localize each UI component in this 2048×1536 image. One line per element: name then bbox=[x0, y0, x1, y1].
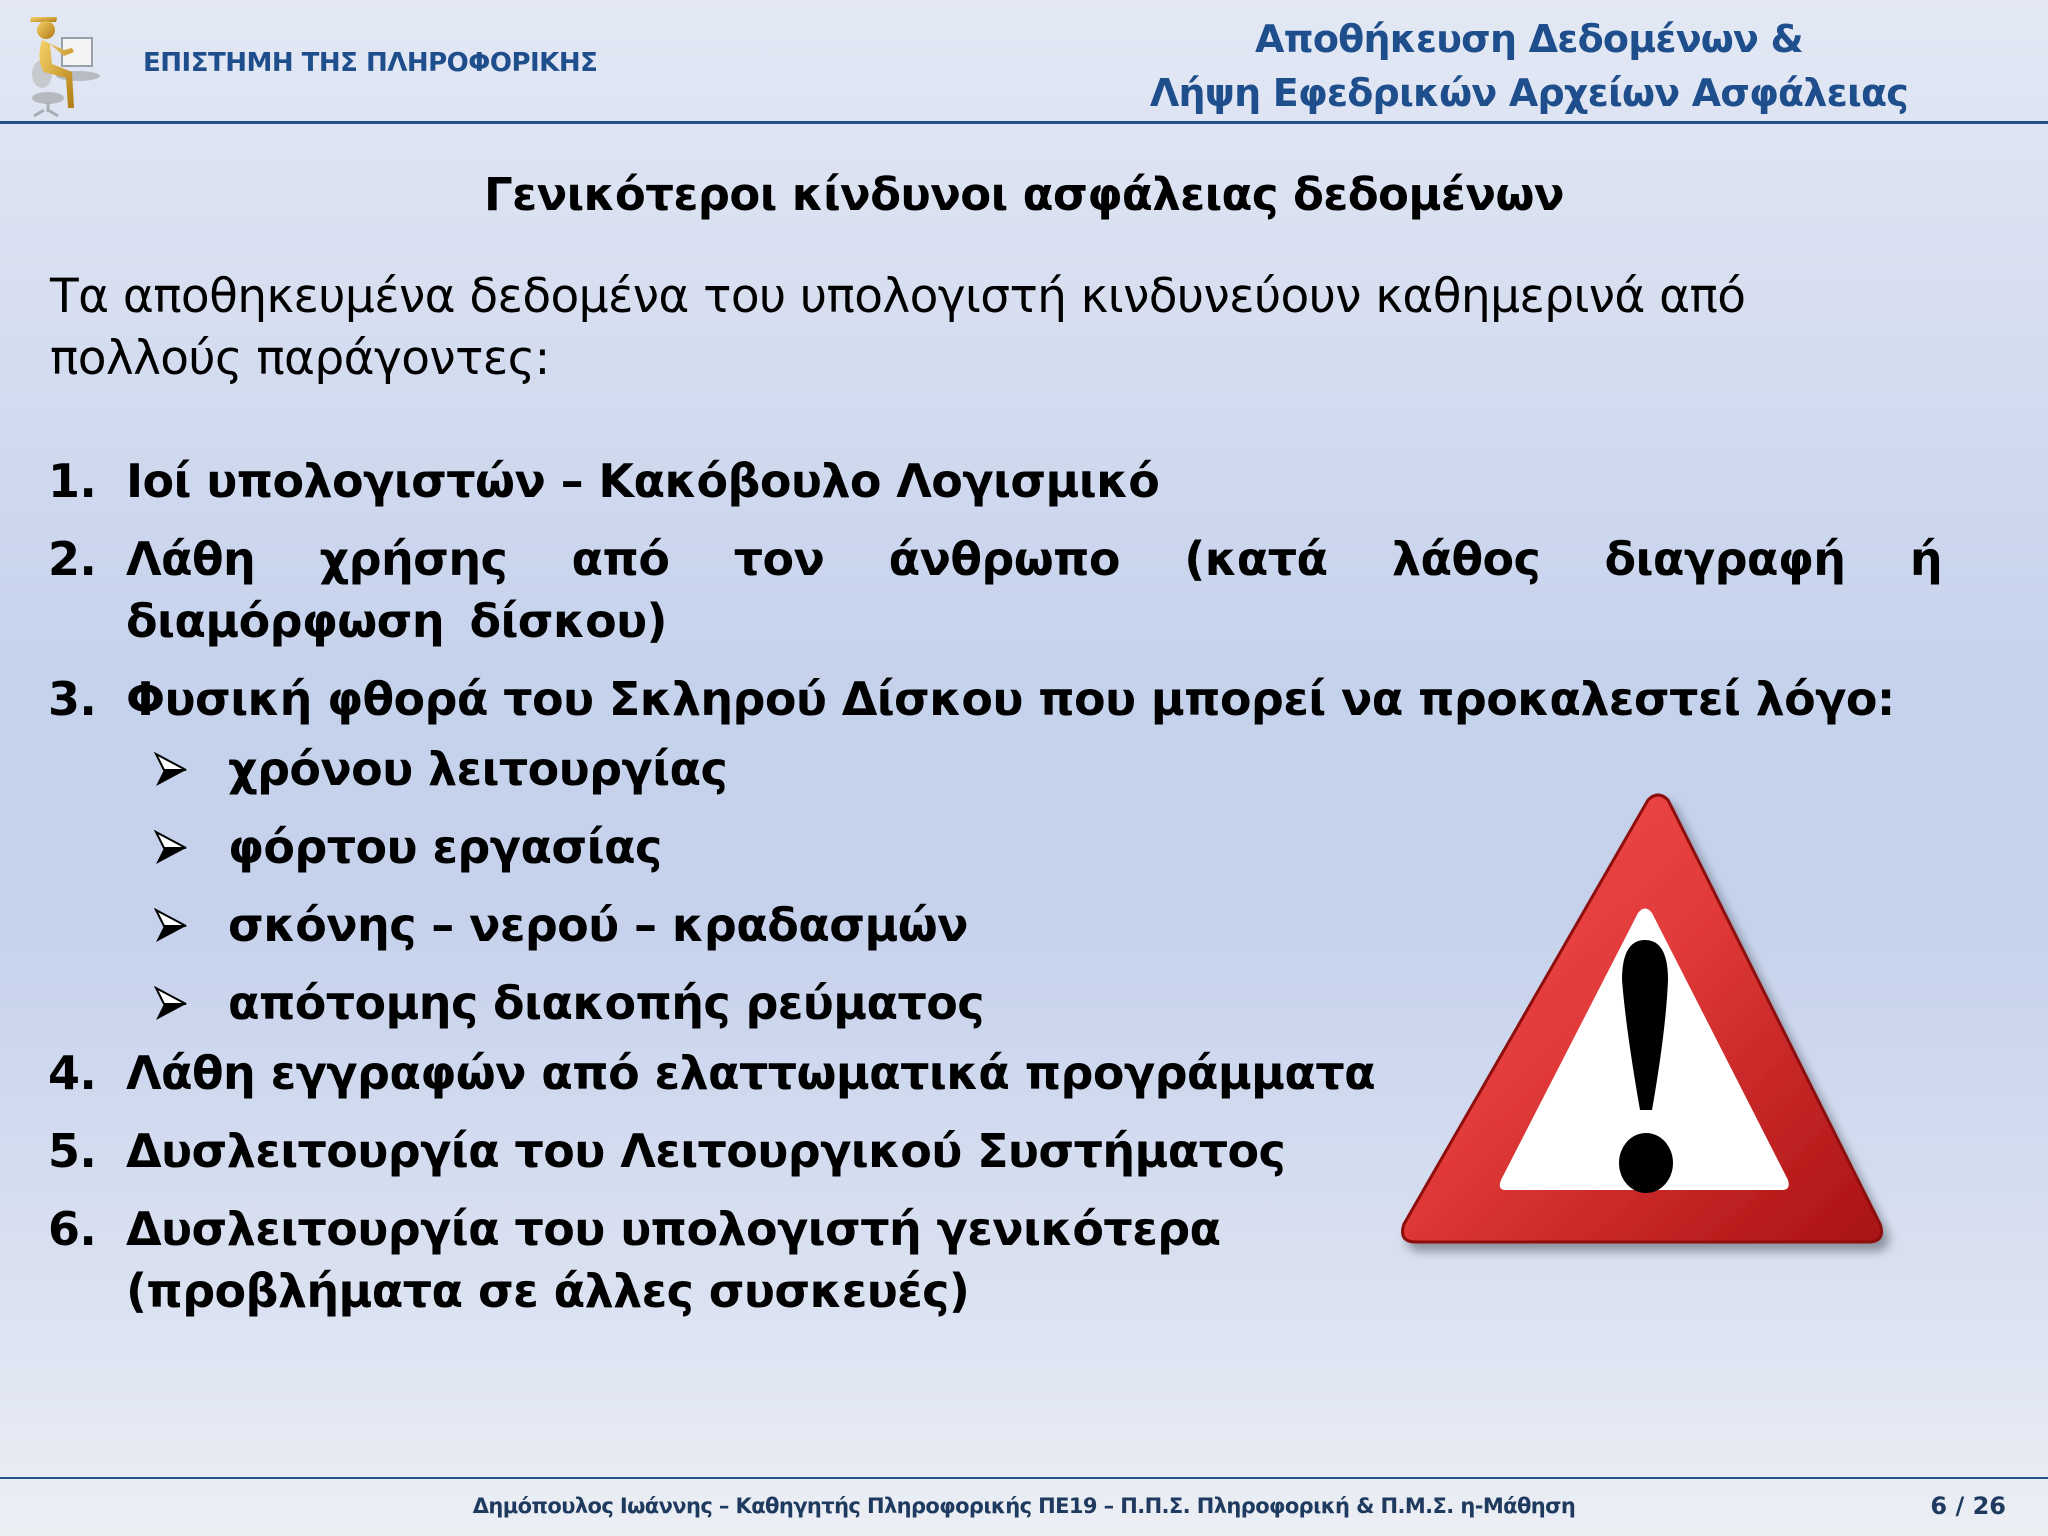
slide-header bbox=[0, 0, 2048, 124]
presentation-title-line2: Λήψη Εφεδρικών Αρχείων Ασφάλειας bbox=[1149, 71, 1908, 115]
header-divider bbox=[0, 121, 2048, 124]
item-number: 4. bbox=[48, 1046, 97, 1100]
sub-item-text: σκόνης – νερού – κραδασμών bbox=[228, 898, 968, 952]
list-item bbox=[48, 1198, 1276, 1322]
item-text: Λάθη εγγραφών από ελαττωματικά προγράμματα bbox=[126, 1046, 1376, 1100]
item-number: 2. bbox=[48, 532, 97, 586]
arrowhead-bullet-icon bbox=[154, 830, 188, 866]
list-item bbox=[48, 450, 1948, 512]
presentation-title-line1: Αποθήκευση Δεδομένων & bbox=[1255, 17, 1803, 61]
intro-paragraph: Τα αποθηκευμένα δεδομένα του υπολογιστή κινδυνεύουν καθημερινά από πολλούς παράγοντες: bbox=[50, 269, 1746, 386]
item-number: 1. bbox=[48, 454, 97, 508]
arrowhead-bullet-icon bbox=[154, 752, 188, 788]
footer-author: Δημόπουλος Ιωάννης – Καθηγητής Πληροφορικής ΠΕ19 – Π.Π.Σ. Πληροφορική & Π.Μ.Σ. η-Μάθηση bbox=[472, 1494, 1576, 1518]
page-number: 6 / 26 bbox=[1930, 1492, 2006, 1520]
sub-item-text: χρόνου λειτουργίας bbox=[228, 742, 728, 796]
arrowhead-bullet-icon bbox=[154, 986, 188, 1022]
item-text: Φυσική φθορά του Σκληρού Δίσκου που μπορεί να προκαλεστεί λόγο: bbox=[126, 672, 1895, 726]
footer-divider bbox=[0, 1477, 2048, 1479]
item-text: Ιοί υπολογιστών – Κακόβουλο Λογισμικό bbox=[126, 454, 1160, 508]
slide-title: Γενικότεροι κίνδυνοι ασφάλειας δεδομένων bbox=[484, 168, 1564, 221]
presentation-title bbox=[1150, 12, 1908, 120]
item-text: Λάθη χρήσης από τον άνθρωπο (κατά λάθος διαγραφή ή διαμόρφωση δίσκου) bbox=[126, 532, 1942, 648]
item-text: Δυσλειτουργία του υπολογιστή γενικότερα (προβλήματα σε άλλες συσκευές) bbox=[126, 1202, 1221, 1318]
sub-item-text: φόρτου εργασίας bbox=[228, 820, 662, 874]
sub-item-text: απότομης διακοπής ρεύματος bbox=[228, 976, 984, 1030]
list-item bbox=[48, 668, 1948, 730]
warning-triangle-icon bbox=[1390, 780, 1950, 1260]
item-number: 6. bbox=[48, 1202, 97, 1256]
item-number: 3. bbox=[48, 672, 97, 726]
graduate-at-computer-icon bbox=[22, 12, 102, 118]
item-text: Δυσλειτουργία του Λειτουργικού Συστήματος bbox=[126, 1124, 1286, 1178]
list-item bbox=[48, 528, 1942, 652]
item-number: 5. bbox=[48, 1124, 97, 1178]
arrowhead-bullet-icon bbox=[154, 908, 188, 944]
brand-label: ΕΠΙΣΤΗΜΗ ΤΗΣ ΠΛΗΡΟΦΟΡΙΚΗΣ bbox=[143, 48, 598, 78]
